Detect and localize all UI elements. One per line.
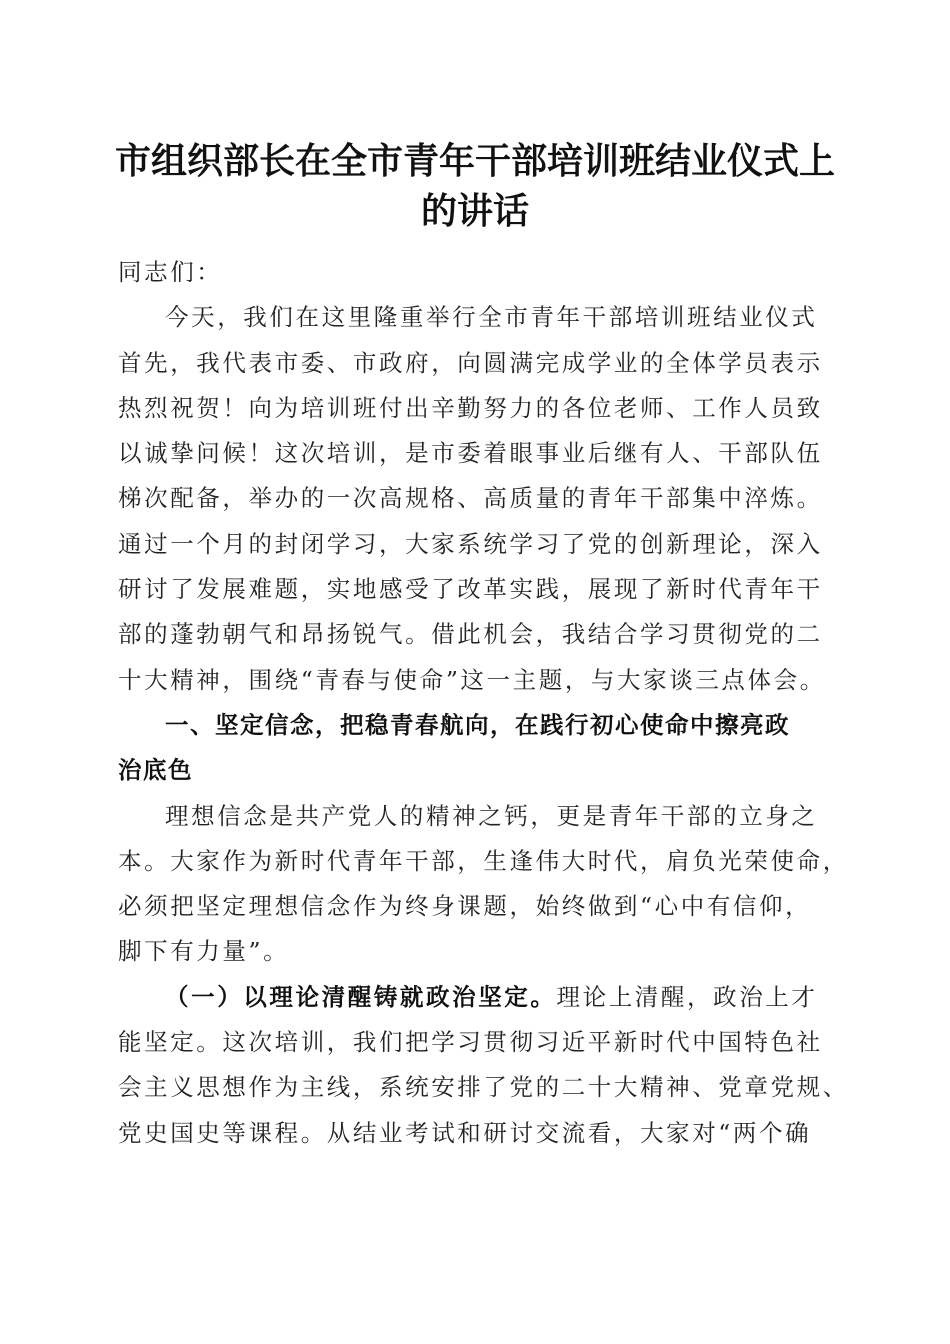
paragraph-line: 十大精神，围绕“青春与使命”这一主题，与大家谈三点体会。 bbox=[118, 665, 826, 694]
paragraph-line: 研讨了发展难题，实地感受了改革实践，展现了新时代青年干 bbox=[118, 575, 823, 604]
paragraph-text: 理论上清醒，政治上才 bbox=[556, 982, 818, 1011]
paragraph-line bbox=[118, 975, 830, 1020]
paragraph-line: 首先，我代表市委、市政府，向圆满完成学业的全体学员表示 bbox=[118, 348, 823, 377]
paragraph-line: 热烈祝贺！向为培训班付出辛勤努力的各位老师、工作人员致 bbox=[118, 393, 823, 422]
paragraph-line: 必须把坚定理想信念作为终身课题，始终做到“心中有信仰， bbox=[118, 892, 812, 921]
salutation: 同志们： bbox=[118, 258, 223, 286]
document-title bbox=[90, 136, 860, 236]
title-line-1: 市组织部长在全市青年干部培训班结业仪式上 bbox=[114, 140, 835, 182]
paragraph-line: 本。大家作为新时代青年干部，生逢伟大时代，肩负光荣使命， bbox=[118, 846, 849, 875]
paragraph-line: 理想信念是共产党人的精神之钙，更是青年干部的立身之 bbox=[165, 801, 818, 830]
heading-line: 治底色 bbox=[118, 756, 193, 785]
paragraph-line: 梯次配备，举办的一次高规格、高质量的青年干部集中淬炼。 bbox=[118, 484, 823, 513]
paragraph-line: 今天，我们在这里隆重举行全市青年干部培训班结业仪式 bbox=[165, 303, 818, 332]
heading-line: 一、坚定信念，把稳青春航向，在践行初心使命中擦亮政 bbox=[165, 710, 790, 739]
paragraph-line: 脚下有力量”。 bbox=[118, 937, 290, 966]
paragraph-line: 会主义思想作为主线，系统安排了党的二十大精神、党章党规、 bbox=[118, 1073, 849, 1102]
paragraph-line: 以诚挚问候！这次培训，是市委着眼事业后继有人、干部队伍 bbox=[118, 439, 823, 468]
paragraph-line: 党史国史等课程。从结业考试和研讨交流看，大家对“两个确 bbox=[118, 1118, 812, 1147]
title-line-2: 的讲话 bbox=[420, 190, 529, 232]
paragraph-opening bbox=[118, 295, 830, 703]
paragraph-ideals bbox=[118, 794, 849, 975]
document-body bbox=[118, 250, 849, 1156]
paragraph-line: 部的蓬勃朝气和昂扬锐气。借此机会，我结合学习贯彻党的二 bbox=[118, 620, 823, 649]
paragraph-line: 能坚定。这次培训，我们把学习贯彻习近平新时代中国特色社 bbox=[118, 1028, 823, 1057]
section-heading-1 bbox=[118, 703, 830, 794]
paragraph-line: 通过一个月的封闭学习，大家系统学习了党的创新理论，深入 bbox=[118, 529, 823, 558]
subsection-heading: （一）以理论清醒铸就政治坚定。 bbox=[165, 982, 557, 1011]
paragraph-theory bbox=[118, 975, 849, 1156]
